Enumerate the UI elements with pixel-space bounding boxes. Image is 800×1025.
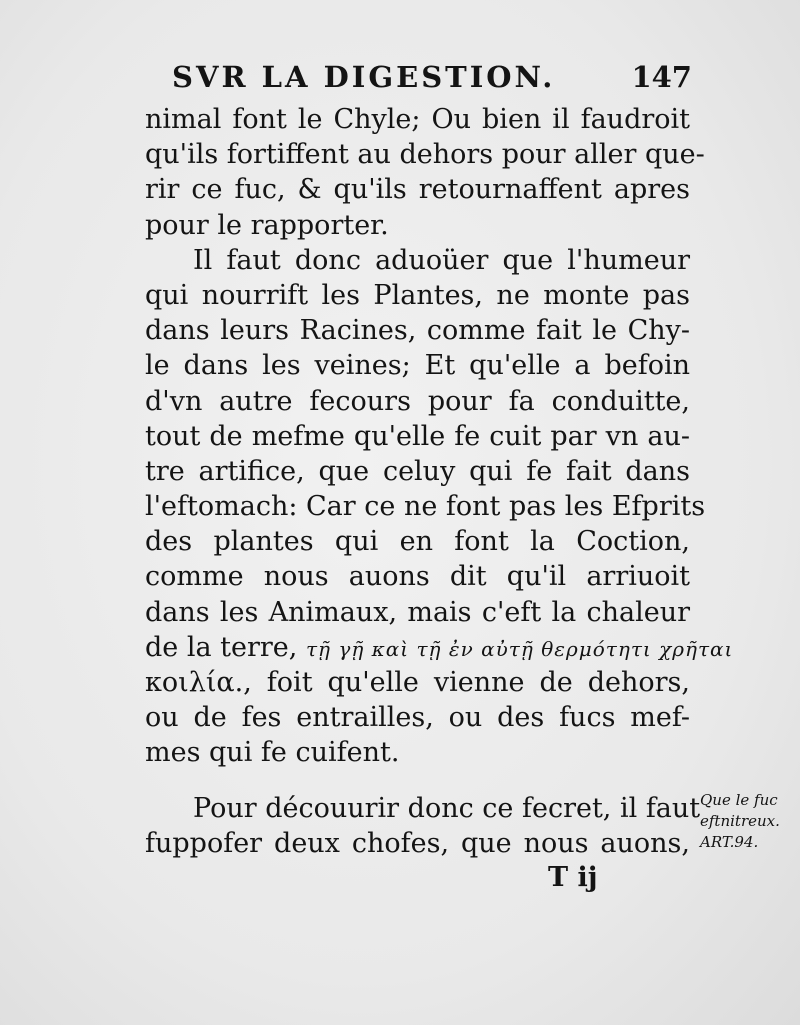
text-line: d'vn autre fecours pour fa conduitte,: [145, 385, 690, 417]
text-line: pour le rapporter.: [145, 209, 389, 241]
text-line: dans les Animaux, mais c'eft la chaleur: [145, 596, 690, 628]
signature-mark: T ij: [548, 862, 598, 893]
page-number: 147: [631, 60, 692, 94]
paragraph-gap: [145, 771, 690, 791]
text-line: dans leurs Racines, comme fait le Chy-: [145, 315, 690, 347]
text-line: ou de fes entrailles, ou des fucs mef-: [145, 702, 690, 734]
text-line: qui nourrift les Plantes, ne monte pas: [145, 279, 690, 311]
text-line: qu'ils fortiffent au dehors pour aller que-: [145, 139, 705, 171]
text-line: le dans les veines; Et qu'elle a befoin: [145, 350, 690, 382]
text-line: comme nous auons dit qu'il arriuoit: [145, 561, 690, 593]
margin-note-line: ART.94.: [700, 833, 759, 851]
text-line: κοιλία., foit qu'elle vienne de dehors,: [145, 667, 690, 698]
text-line: l'eftomach: Car ce ne font pas les Efprits: [145, 491, 706, 523]
text-line: Il faut donc aduoüer que l'humeur: [193, 244, 690, 276]
margin-note-line: Que le fuc: [700, 791, 778, 809]
running-title: SVR LA DIGESTION.: [172, 60, 556, 94]
margin-note-line: eftnitreux.: [700, 812, 780, 830]
page-header: [172, 60, 692, 104]
greek-line-prefix: de la terre,: [145, 631, 298, 663]
text-line: Pour découurir donc ce fecret, il faut: [193, 792, 701, 824]
text-line: nimal font le Chyle; Ou bien il faudroit: [145, 104, 690, 135]
text-line: rir ce fuc, & qu'ils retournaffent apres: [145, 174, 690, 206]
margin-note: [700, 790, 796, 853]
greek-quote: τῇ γῇ καὶ τῇ ἐν αὐτῇ θερμότητι χρῆται: [305, 636, 734, 661]
text-line: des plantes qui en font la Coction,: [145, 526, 690, 558]
greek-quote-line: [145, 630, 734, 665]
text-line: fuppofer deux chofes, que nous auons,: [145, 827, 690, 859]
text-line: tre artifice, que celuy qui fe fait dans: [145, 455, 690, 487]
text-line: mes qui fe cuifent.: [145, 737, 400, 769]
text-line: tout de mefme qu'elle fe cuit par vn au-: [145, 420, 690, 452]
